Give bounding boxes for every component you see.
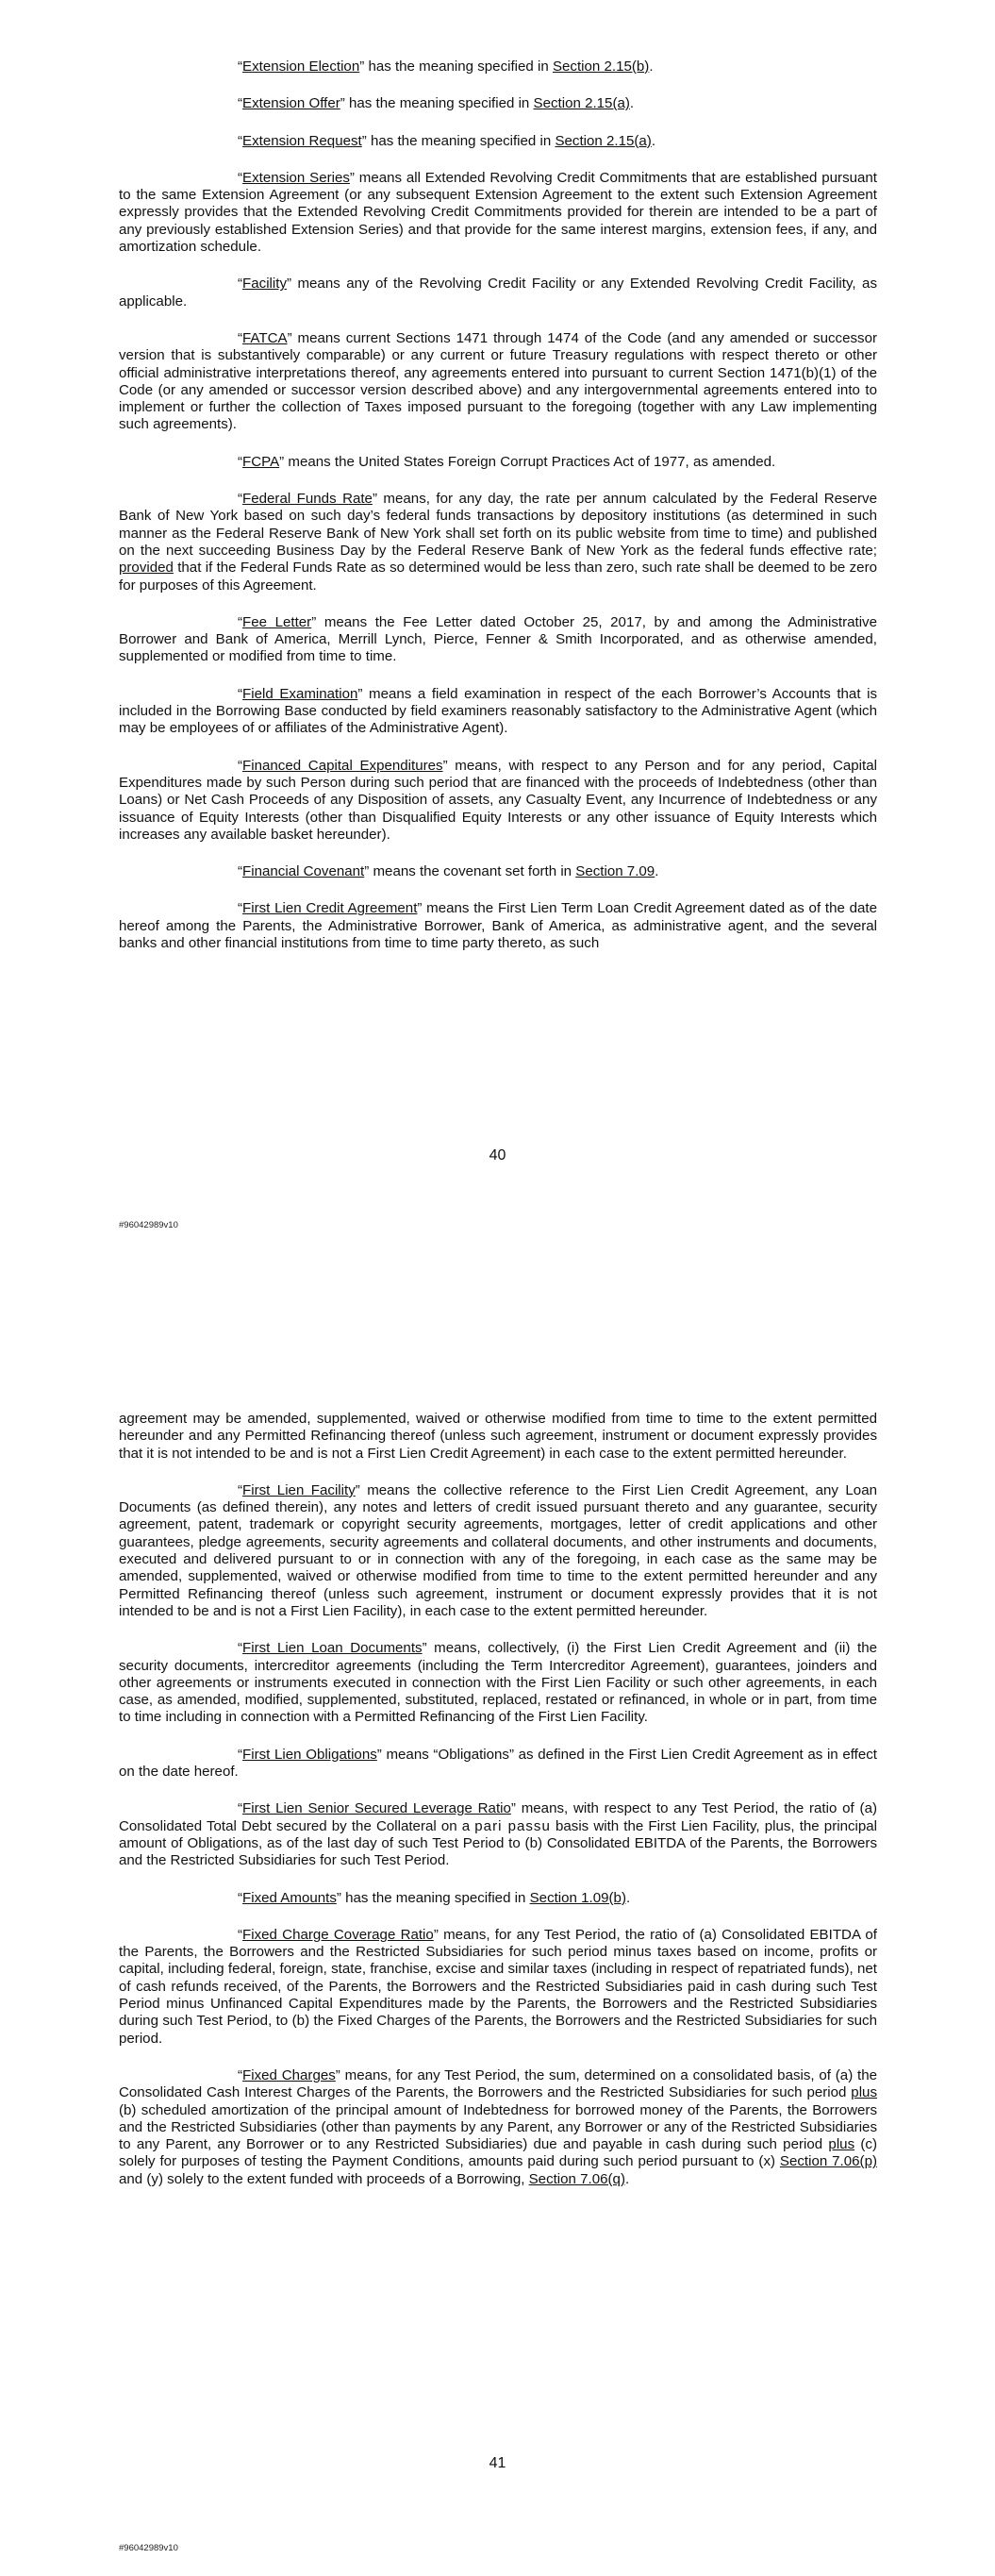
defined-term-or-reference: provided	[119, 560, 174, 577]
definition-text: “	[238, 613, 243, 630]
definition-paragraph	[119, 686, 877, 738]
definition-text: “	[238, 95, 243, 112]
definition-text: .	[649, 59, 654, 75]
definition-text: ” means the First Lien Term Loan Credit Agreement dated as of the date hereof among the Parents, the Administrative Borrower, Bank of America, as administrative agent, and the several banks and other financial institutions from time to time party thereto, as such	[119, 900, 877, 951]
definition-paragraph	[119, 1927, 877, 2048]
definition-text: ” means the covenant set forth in	[364, 863, 576, 880]
definition-paragraph	[119, 1747, 877, 1781]
defined-term-or-reference: First Lien Senior Secured Leverage Ratio	[242, 1800, 511, 1817]
page-number: 40	[489, 1147, 506, 1163]
definition-text: ” means the United States Foreign Corrupt Practices Act of 1977, as amended.	[279, 453, 776, 470]
definition-text: “	[238, 169, 243, 186]
definition-text: ” means, for any Test Period, the sum, determined on a consolidated basis, of (a) the Consolidated Cash Interest Charges of the Parents, the Borrowers and the Restricted Subsidiaries for such period	[119, 2066, 878, 2101]
defined-term-or-reference: Facility	[242, 276, 287, 293]
defined-term-or-reference: plus	[828, 2136, 855, 2153]
definition-text: ” means the Fee Letter dated October 25, 2017, by and among the Administrative Borrower and Bank of America, Merrill Lynch, Pierce, Fenner & Smith Incorporated, and as otherwise amended, supplemented or modified from time to time.	[119, 613, 877, 665]
definition-paragraph	[119, 95, 877, 112]
definition-text: ” has the meaning specified in	[336, 1889, 530, 1906]
definition-text: “	[238, 757, 243, 774]
defined-term-or-reference: Fixed Charges	[242, 2066, 336, 2083]
definition-text: ” means the collective reference to the First Lien Credit Agreement, any Loan Documents (as defined therein), any notes and letters of credit issued pursuant thereto and any guarantee, security agreement, patent, trademark or copyright security agreements, mortgages, letter of credit applications and other guarantees, pledge agreements, security agreements and collateral documents, and other instruments and documents, executed and delivered pursuant to or in connection with any of the foregoing, in each case as the same may be amended, supplemented, waived or otherwise modified from time to time to the extent permitted hereunder and any Permitted Refinancing thereof (unless such agreement, instrument or document expressly provides that it is not intended to be and is not a First Lien Facility), in each case to the extent permitted hereunder.	[119, 1481, 877, 1619]
definition-text: ” means, collectively, (i) the First Lien Credit Agreement and (ii) the security documents, intercreditor agreements (including the Term Intercreditor Agreement), guarantees, joinders and other agreements or instruments executed in connection with the First Lien Facility or such other agreements, in each case, as amended, modified, supplemented, substituted, replaced, restated or refinanced, in whole or in part, from time to time including in connection with a Permitted Refinancing of the First Lien Facility.	[119, 1640, 878, 1726]
defined-term-or-reference: plus	[851, 2084, 877, 2101]
definition-paragraph	[119, 900, 877, 952]
definition-text: ” means current Sections 1471 through 1474 of the Code (and any amended or successor version that is substantively comparable) or any current or future Treasury regulations with respect thereto or other official administrative interpretations thereof, any agreements entered into pursuant to current Section 1471(b)(1) of the Code (or any amended or successor version described above) and any intergovernmental agreements entered into to implement or further the collection of Taxes imposed pursuant to the foregoing (together with any Law implementing such agreements).	[119, 329, 877, 433]
definition-text: ” means, with respect to any Person and for any period, Capital Expenditures made by such Person during such period that are financed with the proceeds of Indebtedness (other than Loans) or Net Cash Proceeds of any Disposition of assets, any Casualty Event, any Incurrence of Indebtedness or any issuance of Equity Interests (other than Disqualified Equity Interests or any other issuance of Equity Interests which increases any available basket hereunder).	[119, 757, 877, 843]
definition-text: and (y) solely to the extent funded with proceeds of a Borrowing,	[119, 2170, 529, 2187]
definition-text: “	[238, 1926, 243, 1943]
definition-paragraph	[119, 170, 877, 256]
defined-term-or-reference: Section 7.06(p)	[779, 2153, 877, 2170]
definition-text: “	[238, 276, 243, 293]
defined-term-or-reference: FCPA	[242, 453, 280, 470]
definition-text: ” has the meaning specified in	[340, 95, 534, 112]
definition-paragraph	[119, 758, 877, 844]
definition-text: “	[238, 1746, 243, 1763]
definition-text: “	[238, 59, 243, 75]
defined-term-or-reference: First Lien Facility	[242, 1481, 356, 1498]
defined-term-or-reference: Section 2.15(a)	[533, 95, 630, 112]
definition-paragraph	[119, 863, 877, 880]
definition-text: “	[238, 1481, 243, 1498]
definition-text: ” means “Obligations” as defined in the First Lien Credit Agreement as in effect on the date hereof.	[119, 1746, 877, 1781]
definition-text: “	[238, 863, 243, 880]
definition-paragraph	[119, 1800, 877, 1869]
defined-term-or-reference: Financial Covenant	[242, 863, 365, 880]
definition-text: “	[238, 491, 243, 508]
definition-text: ” means any of the Revolving Credit Facility or any Extended Revolving Credit Facility, as applicable.	[119, 276, 877, 309]
defined-term-or-reference: Fixed Amounts	[242, 1889, 337, 1906]
definition-text: .	[629, 95, 635, 112]
defined-term-or-reference: First Lien Loan Documents	[242, 1640, 423, 1657]
page-number: 41	[489, 2455, 506, 2471]
definition-text: “	[238, 329, 243, 346]
definition-paragraph	[119, 491, 877, 594]
latin-phrase: pari passu	[474, 1817, 551, 1834]
definition-text: that if the Federal Funds Rate as so determined would be less than zero, such rate shall be deemed to be zero for purposes of this Agreement.	[119, 560, 877, 594]
page-41	[0, 1274, 995, 2576]
definition-text: ” means all Extended Revolving Credit Commitments that are established pursuant to the same Extension Agreement (or any subsequent Extension Agreement to the extent such Extension Agreement expressly provides that the Extended Revolving Credit Commitments provided for therein are intended to be a part of any previously established Extension Series) and that provide for the same interest margins, extension fees, if any, and amortization schedule.	[119, 169, 877, 256]
definition-text: “	[238, 1800, 243, 1817]
definition-text: ” has the meaning specified in	[359, 59, 553, 75]
definition-text: ” means a field examination in respect of the each Borrower’s Accounts that is included in the Borrowing Base conducted by field examiners reasonably satisfactory to the Administrative Agent (which may be employees of or affiliates of the Administrative Agent).	[119, 685, 877, 737]
definition-text: ” has the meaning specified in	[361, 132, 556, 149]
definition-paragraph	[119, 59, 877, 75]
defined-term-or-reference: Field Examination	[242, 685, 358, 702]
defined-term-or-reference: Fee Letter	[242, 613, 312, 630]
defined-term-or-reference: Section 1.09(b)	[529, 1889, 626, 1906]
defined-term-or-reference: Extension Series	[242, 169, 350, 186]
definition-text: ” means, with respect to any Test Period, the ratio of (a) Consolidated Total Debt secured by the Collateral on a	[119, 1800, 877, 1834]
definition-text: (c) solely for purposes of testing the Payment Conditions, amounts paid during such period pursuant to (x)	[119, 2136, 878, 2170]
document-id: #96042989v10	[119, 1220, 178, 1230]
definition-text: “	[238, 132, 243, 149]
definition-text: .	[624, 2170, 630, 2187]
definition-text: .	[651, 132, 656, 149]
definitions-list	[119, 59, 877, 952]
definition-text: “	[238, 1889, 243, 1906]
definition-paragraph	[119, 614, 877, 666]
definition-paragraph	[119, 133, 877, 150]
definition-text: .	[655, 863, 659, 880]
definition-paragraph	[119, 1640, 877, 1726]
defined-term-or-reference: Section 2.15(a)	[555, 132, 652, 149]
defined-term-or-reference: Section 7.09	[575, 863, 655, 880]
definition-text: (b) scheduled amortization of the principal amount of Indebtedness for borrowed money of the Parents, the Borrowers and the Restricted Subsidiaries (other than payments by any Parent, any Borrower or any of the Restricted Subsidiaries to any Parent, any Borrower or to any Restricted Subsidiaries) due and payable in cash during such period	[119, 2101, 877, 2153]
definition-paragraph	[119, 2067, 877, 2188]
page-40	[0, 0, 995, 1274]
defined-term-or-reference: FATCA	[242, 329, 288, 346]
defined-term-or-reference: First Lien Obligations	[242, 1746, 377, 1763]
defined-term-or-reference: Fixed Charge Coverage Ratio	[242, 1926, 434, 1943]
defined-term-or-reference: Federal Funds Rate	[242, 491, 373, 508]
definition-text: “	[238, 453, 243, 470]
definition-text: ” means, for any day, the rate per annum calculated by the Federal Reserve Bank of New York based on such day’s federal funds transactions by depository institutions (as determined in such manner as the Federal Reserve Bank of New York shall set forth on its public website from time to time) and published on the next succeeding Business Day by the Federal Reserve Bank of New York as the federal funds effective rate;	[119, 491, 877, 559]
defined-term-or-reference: First Lien Credit Agreement	[242, 900, 418, 917]
document-id: #96042989v10	[119, 2543, 178, 2553]
definitions-list	[119, 1411, 877, 2188]
definition-text: .	[625, 1889, 631, 1906]
defined-term-or-reference: Financed Capital Expenditures	[242, 757, 443, 774]
definition-paragraph	[119, 1482, 877, 1620]
defined-term-or-reference: Section 7.06(q)	[528, 2170, 625, 2187]
defined-term-or-reference: Extension Election	[242, 59, 360, 75]
definition-text: basis with the First Lien Facility, plus, the principal amount of Obligations, as of the last day of such Test Period to (b) Consolidated EBITDA of the Parents, the Borrowers and the Restricted Subsidiaries for such Test Period.	[119, 1817, 878, 1869]
definition-text: “	[238, 685, 243, 702]
definition-paragraph	[119, 454, 877, 471]
definition-text: “	[238, 1640, 243, 1657]
definition-paragraph	[119, 330, 877, 434]
definition-paragraph	[119, 1890, 877, 1907]
continuation-paragraph: agreement may be amended, supplemented, waived or otherwise modified from time to time to the extent permitted hereunder and any Permitted Refinancing thereof (unless such agreement, instrument or document expressly provides that it is not intended to be and is not a First Lien Credit Agreement) in each case to the extent permitted hereunder.	[119, 1411, 877, 1462]
defined-term-or-reference: Section 2.15(b)	[552, 59, 650, 75]
defined-term-or-reference: Extension Request	[242, 132, 362, 149]
definition-text: ” means, for any Test Period, the ratio of (a) Consolidated EBITDA of the Parents, the Borrowers and the Restricted Subsidiaries for such period minus taxes based on income, profits or capital, including federal, foreign, state, franchise, excise and similar taxes (including in respect of repatriated funds), net of cash refunds received, of the Parents, the Borrowers and the Restricted Subsidiaries paid in cash during such Test Period minus Unfinanced Capital Expenditures made by the Parents, the Borrowers and the Restricted Subsidiaries during such Test Period, to (b) the Fixed Charges of the Parents, the Borrowers and the Restricted Subsidiaries for such period.	[119, 1926, 877, 2047]
definition-text: “	[238, 900, 243, 917]
defined-term-or-reference: Extension Offer	[242, 95, 340, 112]
definition-text: “	[238, 2066, 243, 2083]
definition-paragraph	[119, 276, 877, 310]
